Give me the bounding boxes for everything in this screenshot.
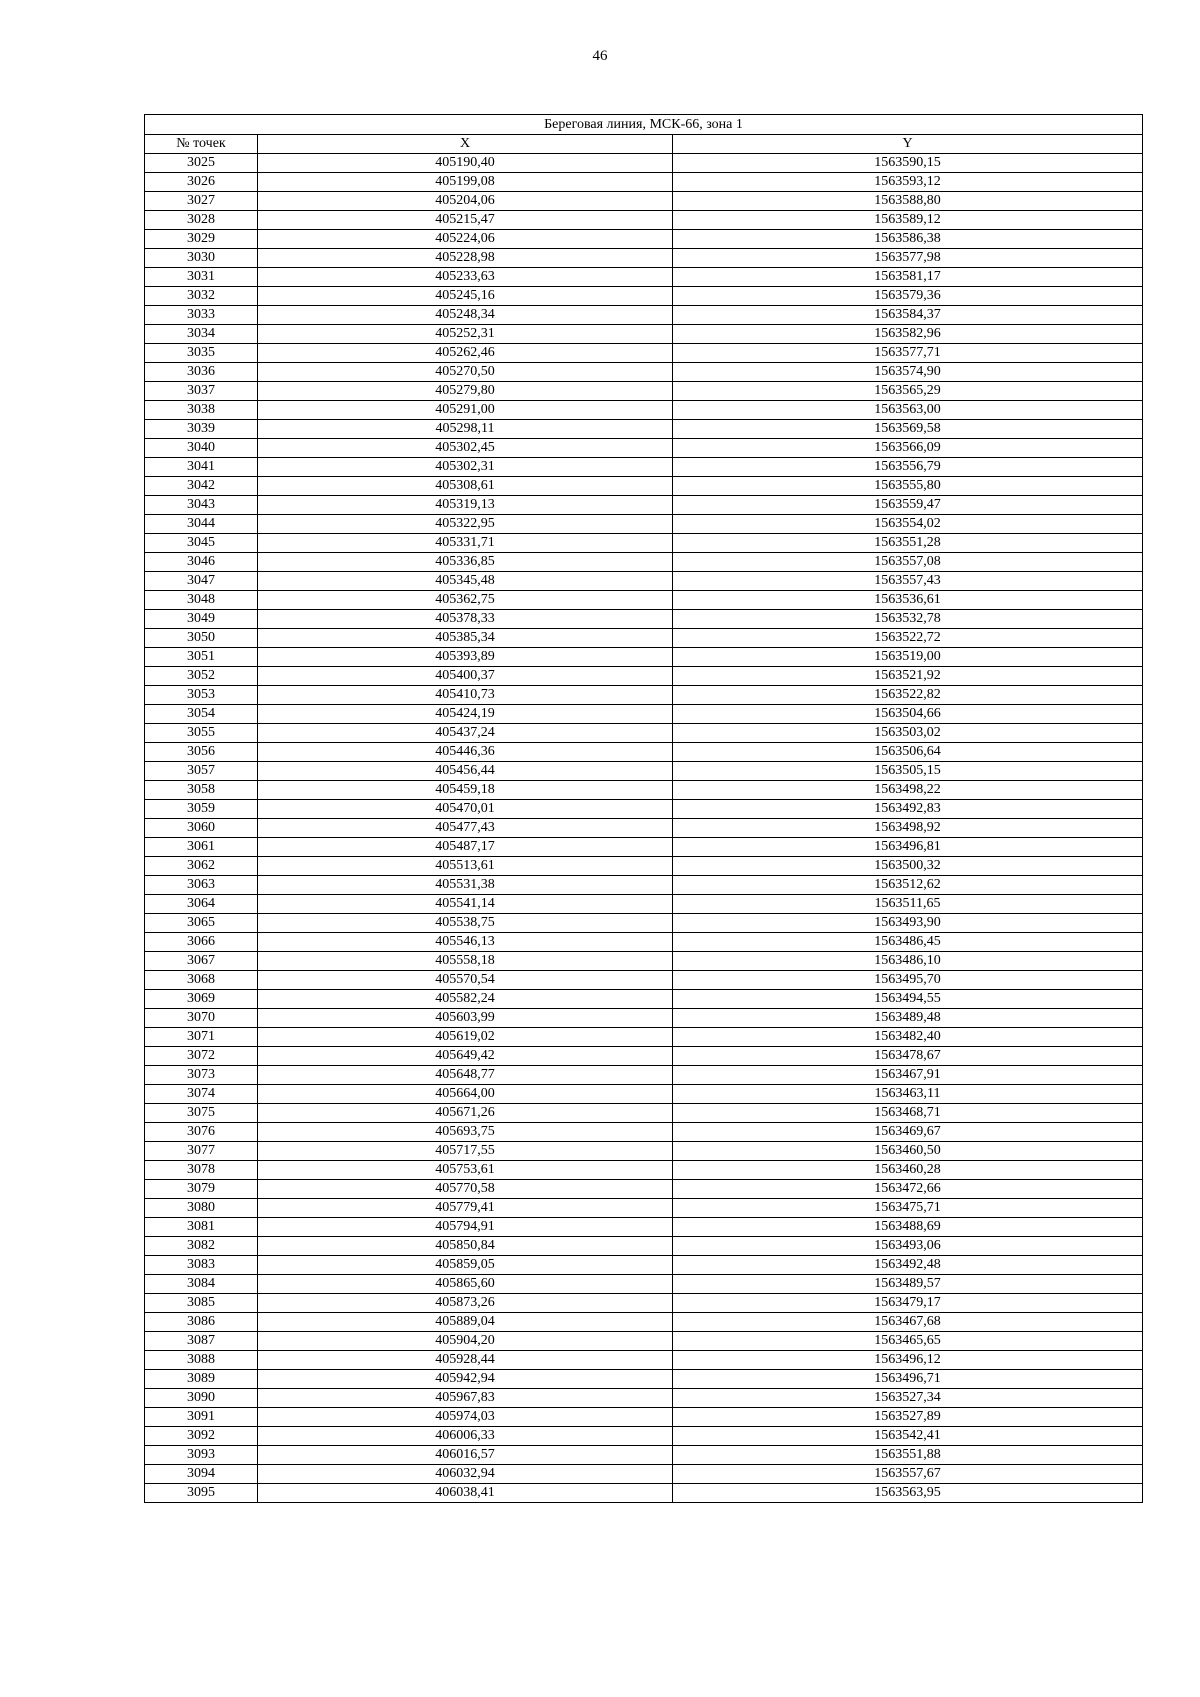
table-body (145, 154, 1143, 1503)
cell-point-number: 3032 (145, 287, 258, 306)
table-row (145, 363, 1143, 382)
cell-x: 405215,47 (258, 211, 673, 230)
cell-point-number: 3029 (145, 230, 258, 249)
cell-y: 1563589,12 (673, 211, 1143, 230)
cell-y: 1563488,69 (673, 1218, 1143, 1237)
cell-y: 1563519,00 (673, 648, 1143, 667)
cell-y: 1563536,61 (673, 591, 1143, 610)
cell-point-number: 3086 (145, 1313, 258, 1332)
cell-point-number: 3069 (145, 990, 258, 1009)
table-row (145, 610, 1143, 629)
cell-x: 405850,84 (258, 1237, 673, 1256)
cell-y: 1563496,12 (673, 1351, 1143, 1370)
cell-point-number: 3036 (145, 363, 258, 382)
table-row (145, 1294, 1143, 1313)
cell-y: 1563496,71 (673, 1370, 1143, 1389)
table-row (145, 553, 1143, 572)
cell-point-number: 3039 (145, 420, 258, 439)
cell-y: 1563569,58 (673, 420, 1143, 439)
cell-y: 1563460,28 (673, 1161, 1143, 1180)
cell-x: 405228,98 (258, 249, 673, 268)
cell-y: 1563590,15 (673, 154, 1143, 173)
cell-point-number: 3042 (145, 477, 258, 496)
cell-y: 1563505,15 (673, 762, 1143, 781)
cell-point-number: 3045 (145, 534, 258, 553)
cell-y: 1563465,65 (673, 1332, 1143, 1351)
cell-y: 1563522,82 (673, 686, 1143, 705)
cell-y: 1563581,17 (673, 268, 1143, 287)
cell-point-number: 3077 (145, 1142, 258, 1161)
table-row (145, 1256, 1143, 1275)
table-row (145, 724, 1143, 743)
cell-point-number: 3076 (145, 1123, 258, 1142)
cell-x: 405753,61 (258, 1161, 673, 1180)
cell-point-number: 3068 (145, 971, 258, 990)
cell-y: 1563467,91 (673, 1066, 1143, 1085)
cell-x: 405362,75 (258, 591, 673, 610)
cell-y: 1563532,78 (673, 610, 1143, 629)
cell-point-number: 3034 (145, 325, 258, 344)
cell-x: 405224,06 (258, 230, 673, 249)
cell-x: 405446,36 (258, 743, 673, 762)
cell-x: 406016,57 (258, 1446, 673, 1465)
cell-y: 1563503,02 (673, 724, 1143, 743)
table-row (145, 648, 1143, 667)
cell-point-number: 3043 (145, 496, 258, 515)
cell-point-number: 3072 (145, 1047, 258, 1066)
cell-y: 1563463,11 (673, 1085, 1143, 1104)
cell-y: 1563489,48 (673, 1009, 1143, 1028)
cell-x: 405693,75 (258, 1123, 673, 1142)
cell-x: 405322,95 (258, 515, 673, 534)
table-row (145, 1237, 1143, 1256)
table-row (145, 1028, 1143, 1047)
cell-y: 1563542,41 (673, 1427, 1143, 1446)
cell-point-number: 3041 (145, 458, 258, 477)
cell-point-number: 3079 (145, 1180, 258, 1199)
cell-point-number: 3048 (145, 591, 258, 610)
table-row (145, 1161, 1143, 1180)
cell-point-number: 3070 (145, 1009, 258, 1028)
cell-point-number: 3051 (145, 648, 258, 667)
table-row (145, 1484, 1143, 1503)
column-header-y: Y (673, 135, 1143, 154)
cell-point-number: 3030 (145, 249, 258, 268)
table-row (145, 306, 1143, 325)
cell-x: 405319,13 (258, 496, 673, 515)
cell-y: 1563574,90 (673, 363, 1143, 382)
cell-point-number: 3060 (145, 819, 258, 838)
cell-x: 405558,18 (258, 952, 673, 971)
cell-y: 1563557,67 (673, 1465, 1143, 1484)
cell-x: 405873,26 (258, 1294, 673, 1313)
cell-x: 405345,48 (258, 572, 673, 591)
cell-x: 405942,94 (258, 1370, 673, 1389)
cell-x: 405393,89 (258, 648, 673, 667)
table-row (145, 1009, 1143, 1028)
cell-point-number: 3061 (145, 838, 258, 857)
cell-point-number: 3057 (145, 762, 258, 781)
cell-point-number: 3083 (145, 1256, 258, 1275)
cell-y: 1563593,12 (673, 173, 1143, 192)
cell-x: 405385,34 (258, 629, 673, 648)
cell-point-number: 3071 (145, 1028, 258, 1047)
cell-x: 405331,71 (258, 534, 673, 553)
cell-point-number: 3058 (145, 781, 258, 800)
cell-x: 405717,55 (258, 1142, 673, 1161)
cell-point-number: 3044 (145, 515, 258, 534)
cell-point-number: 3085 (145, 1294, 258, 1313)
cell-y: 1563482,40 (673, 1028, 1143, 1047)
cell-y: 1563475,71 (673, 1199, 1143, 1218)
cell-point-number: 3056 (145, 743, 258, 762)
cell-point-number: 3067 (145, 952, 258, 971)
cell-y: 1563557,43 (673, 572, 1143, 591)
cell-x: 405262,46 (258, 344, 673, 363)
cell-y: 1563582,96 (673, 325, 1143, 344)
table-row (145, 1408, 1143, 1427)
cell-point-number: 3049 (145, 610, 258, 629)
cell-point-number: 3028 (145, 211, 258, 230)
table-row (145, 705, 1143, 724)
table-row (145, 857, 1143, 876)
table-row (145, 990, 1143, 1009)
cell-y: 1563478,67 (673, 1047, 1143, 1066)
cell-y: 1563486,45 (673, 933, 1143, 952)
cell-point-number: 3064 (145, 895, 258, 914)
cell-x: 405664,00 (258, 1085, 673, 1104)
table-row (145, 192, 1143, 211)
cell-x: 405252,31 (258, 325, 673, 344)
table-row (145, 1370, 1143, 1389)
cell-y: 1563566,09 (673, 439, 1143, 458)
cell-y: 1563500,32 (673, 857, 1143, 876)
table-row (145, 819, 1143, 838)
table-row (145, 287, 1143, 306)
cell-x: 405204,06 (258, 192, 673, 211)
table-row (145, 1446, 1143, 1465)
cell-point-number: 3033 (145, 306, 258, 325)
cell-point-number: 3062 (145, 857, 258, 876)
cell-point-number: 3037 (145, 382, 258, 401)
cell-y: 1563468,71 (673, 1104, 1143, 1123)
table-title-row (145, 115, 1143, 135)
cell-x: 405671,26 (258, 1104, 673, 1123)
cell-point-number: 3082 (145, 1237, 258, 1256)
table-row (145, 1275, 1143, 1294)
cell-y: 1563556,79 (673, 458, 1143, 477)
table-row (145, 591, 1143, 610)
cell-x: 405582,24 (258, 990, 673, 1009)
table-row (145, 325, 1143, 344)
table-row (145, 1104, 1143, 1123)
cell-x: 405779,41 (258, 1199, 673, 1218)
cell-y: 1563588,80 (673, 192, 1143, 211)
table-row (145, 439, 1143, 458)
cell-point-number: 3031 (145, 268, 258, 287)
table-row (145, 420, 1143, 439)
cell-x: 405279,80 (258, 382, 673, 401)
cell-point-number: 3087 (145, 1332, 258, 1351)
table-row (145, 1142, 1143, 1161)
table-row (145, 629, 1143, 648)
table-row (145, 1085, 1143, 1104)
cell-x: 405199,08 (258, 173, 673, 192)
cell-x: 405648,77 (258, 1066, 673, 1085)
cell-y: 1563557,08 (673, 553, 1143, 572)
cell-x: 405298,11 (258, 420, 673, 439)
cell-point-number: 3089 (145, 1370, 258, 1389)
cell-x: 405603,99 (258, 1009, 673, 1028)
cell-x: 406032,94 (258, 1465, 673, 1484)
column-header-x: X (258, 135, 673, 154)
cell-x: 405378,33 (258, 610, 673, 629)
cell-y: 1563565,29 (673, 382, 1143, 401)
cell-y: 1563479,17 (673, 1294, 1143, 1313)
table-row (145, 458, 1143, 477)
cell-y: 1563504,66 (673, 705, 1143, 724)
cell-point-number: 3091 (145, 1408, 258, 1427)
cell-x: 405541,14 (258, 895, 673, 914)
cell-x: 406006,33 (258, 1427, 673, 1446)
cell-x: 405619,02 (258, 1028, 673, 1047)
cell-y: 1563521,92 (673, 667, 1143, 686)
cell-point-number: 3081 (145, 1218, 258, 1237)
cell-point-number: 3074 (145, 1085, 258, 1104)
cell-y: 1563563,95 (673, 1484, 1143, 1503)
table-row (145, 1351, 1143, 1370)
table-row (145, 971, 1143, 990)
cell-point-number: 3092 (145, 1427, 258, 1446)
table-row (145, 838, 1143, 857)
cell-y: 1563577,71 (673, 344, 1143, 363)
cell-point-number: 3053 (145, 686, 258, 705)
cell-y: 1563496,81 (673, 838, 1143, 857)
cell-x: 405302,45 (258, 439, 673, 458)
table-row (145, 1332, 1143, 1351)
cell-y: 1563498,92 (673, 819, 1143, 838)
cell-y: 1563577,98 (673, 249, 1143, 268)
cell-y: 1563489,57 (673, 1275, 1143, 1294)
cell-x: 405308,61 (258, 477, 673, 496)
cell-point-number: 3040 (145, 439, 258, 458)
cell-point-number: 3035 (145, 344, 258, 363)
cell-y: 1563579,36 (673, 287, 1143, 306)
cell-point-number: 3054 (145, 705, 258, 724)
cell-y: 1563522,72 (673, 629, 1143, 648)
cell-y: 1563559,47 (673, 496, 1143, 515)
cell-x: 405248,34 (258, 306, 673, 325)
table-row (145, 249, 1143, 268)
cell-x: 405794,91 (258, 1218, 673, 1237)
cell-point-number: 3052 (145, 667, 258, 686)
table-row (145, 1123, 1143, 1142)
cell-x: 405291,00 (258, 401, 673, 420)
cell-x: 405245,16 (258, 287, 673, 306)
cell-y: 1563486,10 (673, 952, 1143, 971)
cell-point-number: 3088 (145, 1351, 258, 1370)
cell-point-number: 3055 (145, 724, 258, 743)
cell-x: 406038,41 (258, 1484, 673, 1503)
cell-x: 405967,83 (258, 1389, 673, 1408)
cell-x: 405400,37 (258, 667, 673, 686)
cell-point-number: 3046 (145, 553, 258, 572)
cell-point-number: 3073 (145, 1066, 258, 1085)
cell-y: 1563472,66 (673, 1180, 1143, 1199)
table-row (145, 762, 1143, 781)
cell-y: 1563467,68 (673, 1313, 1143, 1332)
cell-point-number: 3027 (145, 192, 258, 211)
cell-point-number: 3095 (145, 1484, 258, 1503)
table-row (145, 515, 1143, 534)
cell-y: 1563584,37 (673, 306, 1143, 325)
cell-x: 405410,73 (258, 686, 673, 705)
cell-y: 1563527,34 (673, 1389, 1143, 1408)
table-title: Береговая линия, МСК-66, зона 1 (145, 115, 1143, 135)
cell-x: 405456,44 (258, 762, 673, 781)
cell-x: 405531,38 (258, 876, 673, 895)
table-row (145, 1313, 1143, 1332)
table-row (145, 1047, 1143, 1066)
cell-point-number: 3059 (145, 800, 258, 819)
cell-x: 405459,18 (258, 781, 673, 800)
cell-y: 1563493,06 (673, 1237, 1143, 1256)
table-header-row (145, 135, 1143, 154)
cell-y: 1563495,70 (673, 971, 1143, 990)
column-header-point-number: № точек (145, 135, 258, 154)
cell-point-number: 3093 (145, 1446, 258, 1465)
table-row (145, 401, 1143, 420)
cell-x: 405865,60 (258, 1275, 673, 1294)
table-row (145, 743, 1143, 762)
cell-point-number: 3090 (145, 1389, 258, 1408)
cell-y: 1563511,65 (673, 895, 1143, 914)
cell-x: 405233,63 (258, 268, 673, 287)
coordinates-table (144, 114, 1143, 1503)
table-row (145, 344, 1143, 363)
cell-y: 1563498,22 (673, 781, 1143, 800)
cell-point-number: 3025 (145, 154, 258, 173)
cell-point-number: 3026 (145, 173, 258, 192)
page-number: 46 (592, 48, 608, 64)
cell-y: 1563563,00 (673, 401, 1143, 420)
table-row (145, 876, 1143, 895)
cell-x: 405513,61 (258, 857, 673, 876)
table-row (145, 572, 1143, 591)
table-row (145, 1066, 1143, 1085)
table-row (145, 1427, 1143, 1446)
table-row (145, 154, 1143, 173)
cell-x: 405904,20 (258, 1332, 673, 1351)
table-row (145, 667, 1143, 686)
cell-y: 1563555,80 (673, 477, 1143, 496)
table-row (145, 1218, 1143, 1237)
table-row (145, 933, 1143, 952)
table-row (145, 1180, 1143, 1199)
cell-x: 405570,54 (258, 971, 673, 990)
cell-x: 405336,85 (258, 553, 673, 572)
table-row (145, 534, 1143, 553)
cell-x: 405190,40 (258, 154, 673, 173)
cell-x: 405928,44 (258, 1351, 673, 1370)
cell-y: 1563469,67 (673, 1123, 1143, 1142)
cell-x: 405487,17 (258, 838, 673, 857)
cell-x: 405437,24 (258, 724, 673, 743)
table-row (145, 211, 1143, 230)
cell-point-number: 3063 (145, 876, 258, 895)
cell-point-number: 3075 (145, 1104, 258, 1123)
cell-x: 405859,05 (258, 1256, 673, 1275)
cell-x: 405424,19 (258, 705, 673, 724)
table-row (145, 382, 1143, 401)
cell-point-number: 3065 (145, 914, 258, 933)
table-row (145, 952, 1143, 971)
cell-x: 405889,04 (258, 1313, 673, 1332)
cell-y: 1563492,83 (673, 800, 1143, 819)
table-row (145, 1199, 1143, 1218)
cell-x: 405974,03 (258, 1408, 673, 1427)
table-row (145, 914, 1143, 933)
cell-y: 1563494,55 (673, 990, 1143, 1009)
cell-point-number: 3080 (145, 1199, 258, 1218)
cell-point-number: 3084 (145, 1275, 258, 1294)
cell-y: 1563551,28 (673, 534, 1143, 553)
cell-x: 405470,01 (258, 800, 673, 819)
cell-y: 1563512,62 (673, 876, 1143, 895)
table-row (145, 1389, 1143, 1408)
table-row (145, 686, 1143, 705)
cell-x: 405302,31 (258, 458, 673, 477)
cell-point-number: 3038 (145, 401, 258, 420)
cell-point-number: 3047 (145, 572, 258, 591)
table-row (145, 800, 1143, 819)
table-row (145, 781, 1143, 800)
cell-point-number: 3094 (145, 1465, 258, 1484)
cell-y: 1563460,50 (673, 1142, 1143, 1161)
cell-y: 1563506,64 (673, 743, 1143, 762)
cell-y: 1563554,02 (673, 515, 1143, 534)
table-row (145, 268, 1143, 287)
cell-x: 405538,75 (258, 914, 673, 933)
cell-point-number: 3078 (145, 1161, 258, 1180)
cell-x: 405649,42 (258, 1047, 673, 1066)
cell-x: 405270,50 (258, 363, 673, 382)
cell-y: 1563586,38 (673, 230, 1143, 249)
table-row (145, 230, 1143, 249)
table-row (145, 895, 1143, 914)
cell-y: 1563551,88 (673, 1446, 1143, 1465)
table-row (145, 477, 1143, 496)
table-row (145, 173, 1143, 192)
cell-x: 405477,43 (258, 819, 673, 838)
table-row (145, 496, 1143, 515)
cell-x: 405546,13 (258, 933, 673, 952)
cell-y: 1563493,90 (673, 914, 1143, 933)
cell-y: 1563492,48 (673, 1256, 1143, 1275)
table-row (145, 1465, 1143, 1484)
cell-y: 1563527,89 (673, 1408, 1143, 1427)
cell-point-number: 3066 (145, 933, 258, 952)
cell-point-number: 3050 (145, 629, 258, 648)
cell-x: 405770,58 (258, 1180, 673, 1199)
